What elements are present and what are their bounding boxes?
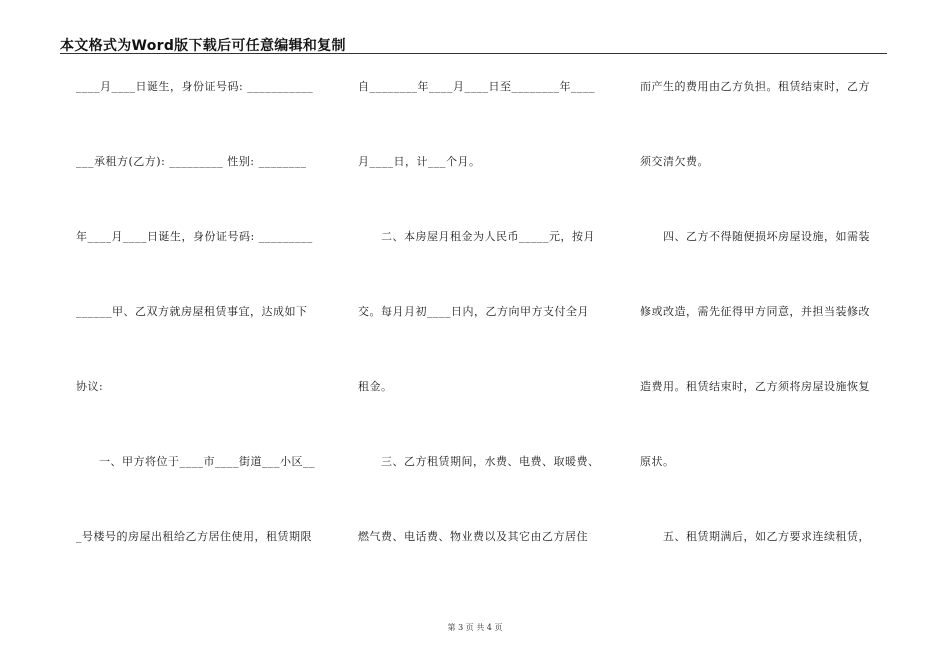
column-1-line: ______甲、乙双方就房屋租赁事宜，达成如下 — [76, 305, 308, 318]
column-3-line: 须交清欠费。 — [640, 155, 709, 168]
column-2-line: 自________年____月____日至________年____ — [358, 80, 595, 93]
column-1-line: ___承租方(乙方): _________ 性别: ________ — [76, 155, 307, 168]
page-number: 第 3 页 共 4 页 — [447, 623, 503, 632]
column-3-line: 原状。 — [640, 455, 675, 468]
column-2-line: 月____日，计___个月。 — [358, 155, 481, 168]
column-2-line: 二、本房屋月租金为人民币_____元，按月 — [358, 230, 595, 243]
column-2-line: 三、乙方租赁期间，水费、电费、取暖费、 — [358, 455, 600, 468]
column-1-line: 协议: — [76, 380, 104, 393]
column-1-line: 一、甲方将位于____市____街道___小区__ — [76, 455, 315, 468]
column-2-line: 租金。 — [358, 380, 393, 393]
document-header-title: 本文格式为Word版下载后可任意编辑和复制 — [60, 38, 346, 54]
column-2-line: 交。每月月初____日内，乙方向甲方支付全月 — [358, 305, 589, 318]
column-3-line: 修或改造，需先征得甲方同意，并担当装修改 — [640, 305, 870, 318]
column-2-line: 燃气费、电话费、物业费以及其它由乙方居住 — [358, 530, 588, 543]
column-1-line: 年____月____日诞生，身份证号码: _________ — [76, 230, 313, 243]
column-3-line: 造费用。租赁结束时，乙方须将房屋设施恢复 — [640, 380, 870, 393]
header-divider — [60, 53, 887, 54]
column-1-line: _号楼号的房屋出租给乙方居住使用，租赁期限 — [76, 530, 312, 543]
column-3-line: 五、租赁期满后，如乙方要求连续租赁， — [640, 530, 870, 543]
column-3-line: 而产生的费用由乙方负担。租赁结束时，乙方 — [640, 80, 870, 93]
column-3-line: 四、乙方不得随便损坏房屋设施，如需装 — [640, 230, 870, 243]
column-1-line: ____月____日诞生，身份证号码: ___________ — [76, 80, 314, 93]
